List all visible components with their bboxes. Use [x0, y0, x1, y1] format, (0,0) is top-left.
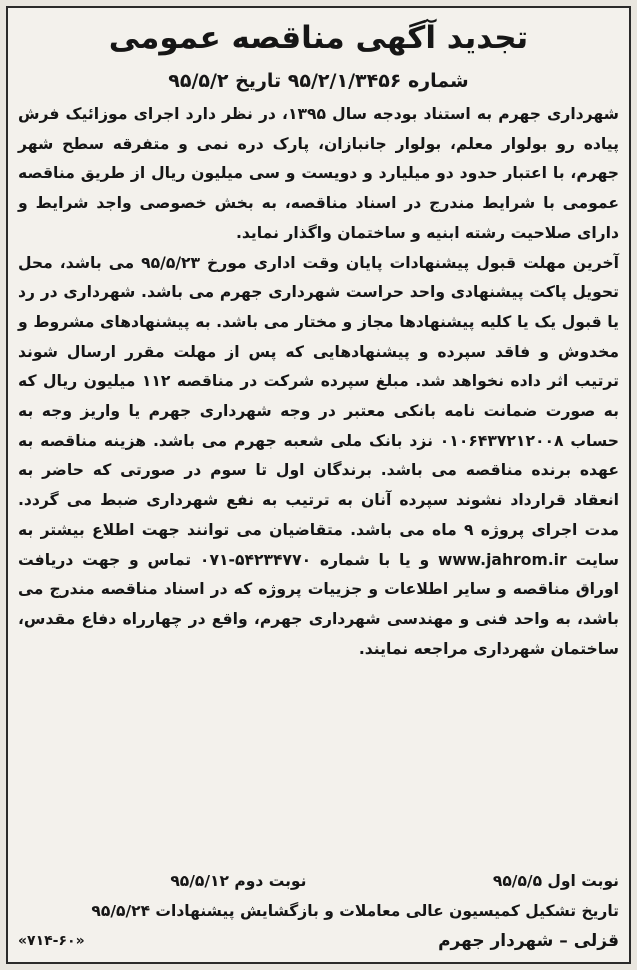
paragraph-intro: شهرداری جهرم به استناد بودجه سال ۱۳۹۵، در نظر دارد اجرای موزائیک فرش پیاده رو بولوار معلم، بولوار جانبازان، پارک دره نمی و متفرقه سطح شهر جهرم، با اعتبار حدود دو میلیارد و دویست و سی میلیون ریال از طریق مناقصه عمومی با شرایط مندرج در اسناد مناقصه، به بخش خصوصی واجد شرایط و دارای صلاحیت رشته ابنیه و ساختمان واگذار نماید. [18, 105, 620, 242]
commission-line: تاریخ تشکیل کمیسیون عالی معاملات و بازگشایش پیشنهادات ۹۵/۵/۲۴ [91, 902, 619, 920]
tender-notice [6, 6, 631, 964]
publication-rounds [18, 866, 619, 896]
notice-code: «۷۱۴-۶۰» [18, 933, 85, 949]
first-round: نوبت اول ۹۵/۵/۵ [492, 872, 619, 890]
signature: قزلی – شهردار جهرم [438, 931, 619, 951]
commission-date [18, 896, 619, 926]
notice-footer [18, 866, 619, 956]
notice-number: شماره ۹۵/۲/۱/۳۴۵۶ تاریخ ۹۵/۵/۲ [168, 70, 469, 92]
notice-body [18, 100, 619, 664]
second-round: نوبت دوم ۹۵/۵/۱۲ [170, 872, 307, 890]
notice-title: تجدید آگهی مناقصه عمومی [108, 20, 529, 56]
signature-row [18, 926, 619, 956]
paragraph-conditions: آخرین مهلت قبول پیشنهادات پایان وقت اداری مورخ ۹۵/۵/۲۳ می باشد، محل تحویل پاکت پیشنهادی واحد حراست شهرداری جهرم می باشد. شهرداری در رد یا قبول یک یا کلیه پیشنهادها مجاز و مختار می باشد. به پیشنهادهای مشروط و مخدوش و فاقد سپرده و پیشنهادهایی که پس از مهلت مقرر ارسال شوند ترتیب اثر داده نخواهد شد. مبلغ سپرده شرکت در مناقصه ۱۱۲ میلیون ریال که به صورت ضمانت نامه بانکی معتبر در وجه شهرداری جهرم یا واریز وجه به حساب ۰۱۰۶۴۳۷۲۱۲۰۰۸ نزد بانک ملی شعبه جهرم می باشد. هزینه مناقصه به عهده برنده مناقصه می باشد. برندگان اول تا سوم در صورتی که حاضر به انعقاد قرارداد نشوند سپرده آنان به ترتیب به نفع شهرداری ضبط می گردد. مدت اجرای پروژه ۹ ماه می باشد. متقاضیان می توانند جهت اطلاع بیشتر به سایت www.jahrom.ir و یا با شماره ۵۴۲۳۴۷۷۰-۰۷۱ تماس و جهت دریافت اوراق مناقصه و سایر اطلاعات و جزییات پروژه که در اسناد مناقصه مندرج می باشد، به واحد فنی و مهندسی شهرداری جهرم، واقع در چهارراه دفاع مقدس، ساختمان شهرداری مراجعه نمایند. [18, 253, 619, 658]
